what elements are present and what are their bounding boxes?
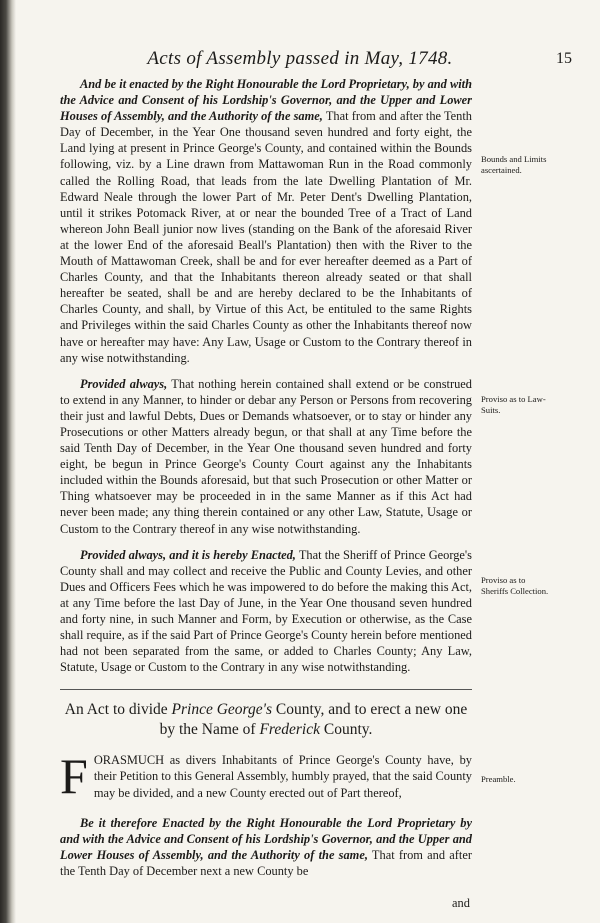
paragraph-enacting-new-county <box>60 815 472 879</box>
paragraph-enacting <box>60 76 472 366</box>
page-header <box>40 48 580 78</box>
enacting-clause: And be it enacted by the Right Honourable the Lord Proprietary, by and with the Advice and Consent of his Lordship's Governor, and the Upper and Lower Houses of Assembly, and the Authority of the same, <box>60 77 472 124</box>
page-body <box>60 76 472 879</box>
margin-note-bounds: Bounds and Limits ascertained. <box>481 154 547 175</box>
paragraph-text: That from and after the Tenth Day of December next a new County be <box>60 847 472 878</box>
act-title-part: County, and to erect a new one by the Name of <box>159 701 468 739</box>
margin-note-sheriffs: Proviso as to Sheriffs Collection. <box>481 575 549 596</box>
preamble <box>60 748 472 805</box>
act-title-part: County. <box>320 721 373 739</box>
act-title-county: Prince George's <box>171 701 272 719</box>
act-title-part: An Act to divide <box>64 701 172 719</box>
preamble-text: ORASMUCH as divers Inhabitants of Prince George's County have, by their Petition to this General Assembly, humbly prayed, that the said County may be divided, and a new County erected out of Part thereof, <box>93 753 472 800</box>
margin-note-preamble: Preamble. <box>481 774 516 784</box>
page-number: 15 <box>556 50 572 67</box>
running-title: Acts of Assembly passed in May, 1748. <box>147 48 453 69</box>
paragraph-text: That nothing herein contained shall extend or be construed to extend in any Manner, to hinder or debar any Person or Persons from recovering their just and lawful Debts, Dues or Demands whatsoever, or to stay or hinder any Prosecutions or other Matters already begun, or that shall at any Time before the said Tenth Day of December, in the Year One thousand seven hundred and forty eight, be begun in Prince George's County Court against any the Inhabitants included within the Bounds aforesaid, but that such Prosecution or other Matter or Thing whatsoever may be proceeded in in the same Manner as if this Act had never been made; any thing therein contained or any other Law, Statute, Usage or Custom to the Contrary thereof in any wise notwithstanding. <box>60 376 472 536</box>
catchword: and <box>452 896 470 910</box>
section-divider <box>60 689 472 690</box>
proviso-clause: Provided always, <box>80 376 168 391</box>
proviso-clause: Provided always, and it is hereby Enacted, <box>80 547 296 562</box>
scan-edge <box>0 0 16 923</box>
paragraph-proviso-sheriff <box>60 547 472 676</box>
act-title-county: Frederick <box>259 721 320 739</box>
paragraph-text: That from and after the Tenth Day of December, in the Year One thousand seven hundred and forty eight, the Land lying at present in Prince George's County, and contained within the Bounds following, viz. by a Line drawn from Mattawoman Run in the Road commonly called the Rolling Road, that leads from the late Dwelling Plantation of Mr. Edward Neale through the lower Part of Mr. Peter Dent's Dwelling Plantation, until it strikes Potomack River, at or near the bounded Tree of a Tract of Land whereon John Beall junior now lives (standing on the Bank of the aforesaid River at the lower End of the aforesaid Beall's Plantation) then with the River to the Mouth of Mattawoman Creek, shall be and for ever hereafter deemed as a Part of Charles County, and that the Inhabitants thereon already seated or that shall hereafter be seated, shall be and are hereby declared to be the Inhabitants of Charles County, and shall, by Virtue of this Act, be entituled to the same Rights and Privileges within the said Charles County as other the Inhabitants thereof now have or hereafter may have: Any Law, Usage or Custom to the Contrary thereof in any wise notwithstanding. <box>60 109 472 365</box>
drop-cap: F <box>60 748 88 805</box>
margin-note-law-suits: Proviso as to Law-Suits. <box>481 394 546 415</box>
enacting-clause: Be it therefore Enacted by the Right Honourable the Lord Proprietary by and with the Advice and Consent of his Lordship's Governor, and the Upper and Lower Houses of Assembly, and the Authority of the same, <box>60 815 472 862</box>
paragraph-text: That the Sheriff of Prince George's County shall and may collect and receive the Public and County Levies, and other Dues and Officers Fees which he was impowered to do before the making this Act, at any Time before the last Day of June, in the Year One thousand seven hundred and forty nine, in such Manner and Form, by Execution or otherwise, as the Case shall require, as if the said Part of Prince George's County herein before mentioned had not been separated from the same, or added to Charles County; Any Law, Statute, Usage or Custom to the Contrary in any wise notwithstanding. <box>60 547 472 675</box>
act-title <box>60 700 472 740</box>
paragraph-proviso-lawsuits <box>60 376 472 537</box>
